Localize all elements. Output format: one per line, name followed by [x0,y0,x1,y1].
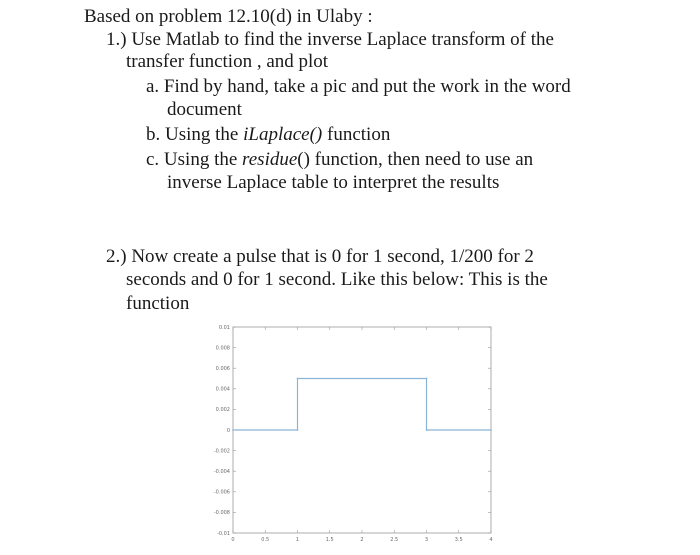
x-tick-label-6: 3 [424,537,429,543]
series-point-5 [490,429,492,431]
y-tick-label-10: 0.01 [218,324,230,331]
y-tick-label-9: 0.008 [215,345,230,352]
series-point-2 [297,378,299,380]
q1-item-c-line-2: inverse Laplace table to interpret the results [167,172,500,193]
x-tick-label-5: 2.5 [390,537,399,543]
x-tick-label-0: 0 [231,537,235,543]
series-point-3 [426,378,428,380]
item-b-suffix: function [322,124,391,145]
q1-item-a-line-2: document [167,99,242,120]
y-tick-label-1: -0.008 [213,510,230,517]
y-tick-label-6: 0.002 [215,407,230,414]
q2-line-2: seconds and 0 for 1 second. Like this below: This is the [126,269,548,290]
y-tick-label-4: -0.002 [213,448,230,455]
pulse-plot [200,318,510,548]
q1-item-c-line-1 [146,148,533,172]
item-b-prefix: b. Using the [146,124,244,145]
x-tick-label-4: 2 [360,537,364,543]
item-c-function: residue [242,149,298,170]
x-tick-label-1: 0.5 [261,537,270,543]
y-tick-label-3: -0.004 [213,469,230,475]
q2-line-3: function [126,293,190,314]
q2-line-1: 2.) Now create a pulse that is 0 for 1 second, 1/200 for 2 [106,246,534,267]
y-tick-label-8: 0.006 [215,366,230,372]
x-tick-label-8: 4 [489,537,493,543]
y-tick-label-7: 0.004 [215,386,230,393]
item-b-function: iLaplace() [243,124,323,145]
x-tick-label-3: 1.5 [325,537,334,543]
item-c-prefix: c. Using the [146,149,243,170]
series-point-4 [426,429,428,431]
y-tick-label-2: -0.006 [213,489,230,496]
y-tick-label-0: -0.01 [217,530,230,537]
heading: Based on problem 12.10(d) in Ulaby : [84,6,373,27]
y-tick-label-5: 0 [226,427,230,434]
series-point-0 [232,429,234,431]
x-tick-label-2: 1 [295,537,300,543]
q1-line-2: transfer function , and plot [126,51,329,72]
q1-item-b [146,123,390,147]
x-tick-label-7: 3.5 [454,537,463,543]
figure-background [200,318,510,548]
q1-item-a-line-1: a. Find by hand, take a pic and put the work in the word [146,76,571,97]
series-point-1 [297,429,299,431]
item-c-suffix: () function, then need to use an [297,149,534,170]
q1-line-1: 1.) Use Matlab to find the inverse Laplace transform of the [106,29,554,50]
